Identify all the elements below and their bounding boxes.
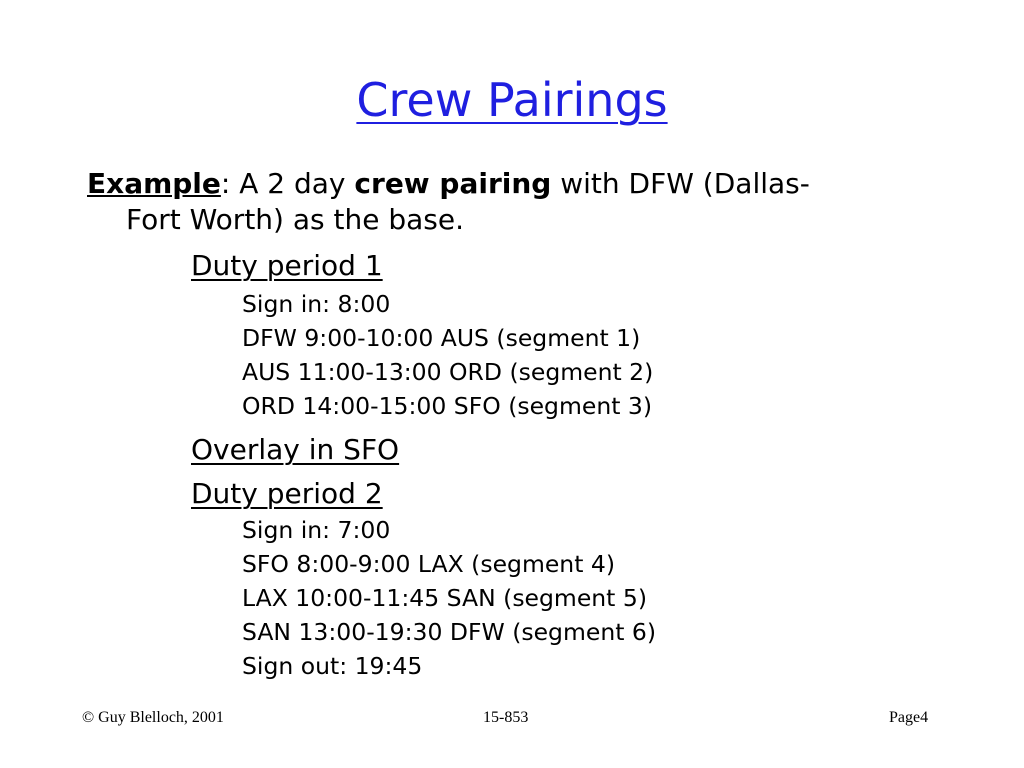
duty-period-2-item: Sign out: 19:45 bbox=[242, 652, 423, 680]
footer-copyright: © Guy Blelloch, 2001 bbox=[82, 709, 224, 726]
duty-period-2-heading: Duty period 2 bbox=[191, 477, 383, 510]
slide-title-link[interactable]: Crew Pairings bbox=[356, 73, 668, 127]
duty-period-1-item: ORD 14:00-15:00 SFO (segment 3) bbox=[242, 392, 653, 420]
example-text-a: : A 2 day bbox=[220, 167, 355, 200]
example-strong-term: crew pairing bbox=[354, 167, 552, 200]
example-line-2: Fort Worth) as the base. bbox=[126, 203, 465, 236]
duty-period-2-item: LAX 10:00-11:45 SAN (segment 5) bbox=[242, 584, 647, 612]
duty-period-1-item: DFW 9:00-10:00 AUS (segment 1) bbox=[242, 324, 641, 352]
footer-page-number: Page4 bbox=[889, 709, 929, 726]
duty-period-1-item: AUS 11:00-13:00 ORD (segment 2) bbox=[242, 358, 654, 386]
duty-period-1-item: Sign in: 8:00 bbox=[242, 290, 391, 318]
footer-course-number: 15-853 bbox=[483, 709, 529, 726]
example-label: Example bbox=[87, 167, 221, 200]
overlay-heading: Overlay in SFO bbox=[191, 433, 400, 466]
example-text-b: with DFW (Dallas- bbox=[551, 167, 810, 200]
duty-period-1-heading: Duty period 1 bbox=[191, 249, 383, 282]
duty-period-2-item: SFO 8:00-9:00 LAX (segment 4) bbox=[242, 550, 616, 578]
example-line-1 bbox=[87, 166, 887, 202]
duty-period-2-item: Sign in: 7:00 bbox=[242, 516, 391, 544]
duty-period-2-item: SAN 13:00-19:30 DFW (segment 6) bbox=[242, 618, 657, 646]
